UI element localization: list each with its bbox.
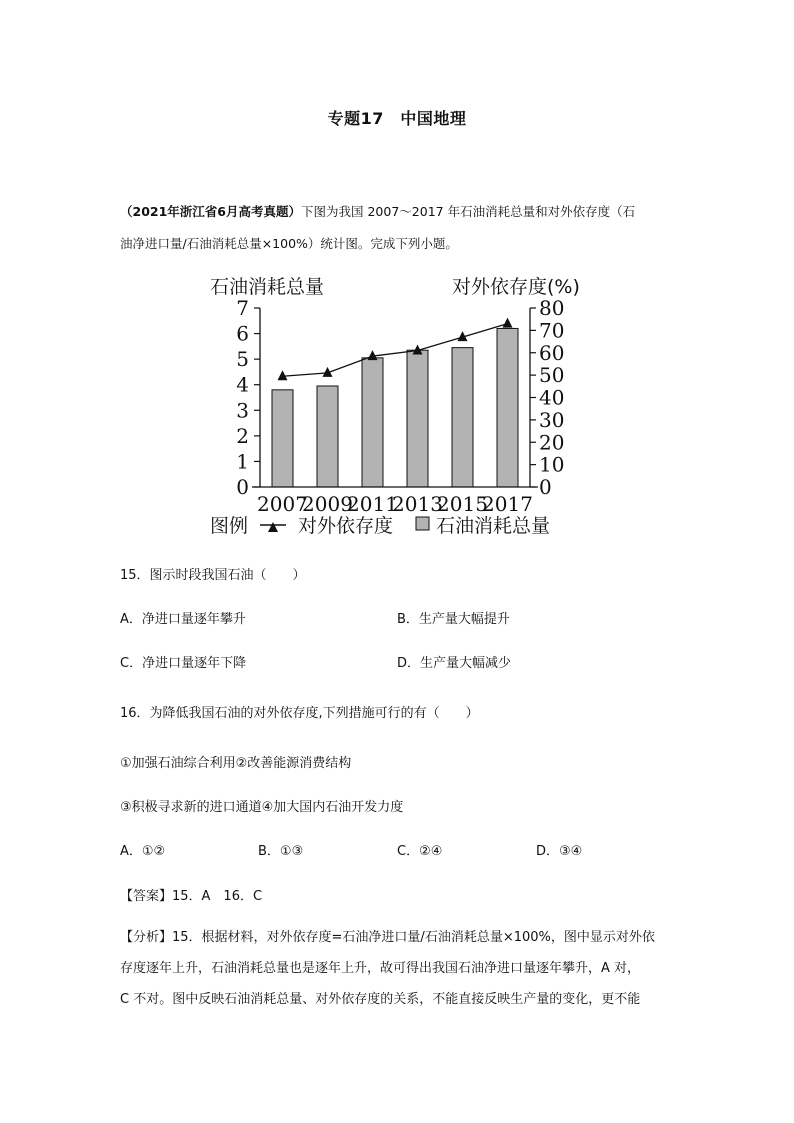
legend-bar-swatch	[416, 517, 429, 530]
bar	[272, 390, 293, 487]
right-tick-label: 10	[539, 452, 565, 477]
x-axis-labels	[257, 492, 533, 516]
q16-stem: 16．为降低我国石油的对外依存度,下列措施可行的有（ ）	[120, 706, 479, 721]
right-tick-label: 20	[539, 430, 565, 455]
legend-triangle-icon	[268, 522, 278, 532]
q16-option-d: D．③④	[536, 844, 583, 859]
x-tick-label: 2013	[392, 492, 443, 516]
dependence-line	[283, 324, 508, 377]
answer-line: 【答案】15．A 16．C	[120, 889, 263, 904]
bar	[317, 386, 338, 487]
analysis-line-3: C 不对。图中反映石油消耗总量、对外依存度的关系，不能直接反映生产量的变化，更不能	[120, 992, 641, 1007]
q15-option-b: B．生产量大幅提升	[397, 612, 510, 627]
x-tick-label: 2007	[257, 492, 308, 516]
right-tick-label: 30	[539, 407, 565, 432]
left-tick-label: 1	[236, 449, 249, 474]
q15-option-c: C．净进口量逐年下降	[120, 656, 247, 671]
q16-item-1: ①加强石油综合利用②改善能源消费结构	[120, 756, 352, 771]
x-tick-label: 2011	[347, 492, 398, 516]
bar-series	[252, 328, 538, 487]
q16-option-c: C．②④	[397, 844, 443, 859]
intro-text-2: 油净进口量/石油消耗总量×100%）统计图。完成下列小题。	[120, 236, 458, 251]
right-axis-title: 对外依存度(%)	[452, 276, 580, 298]
source-tag: （2021年浙江省6月高考真题）	[120, 204, 301, 219]
right-tick-label: 70	[539, 318, 565, 343]
page-title: 专题17 中国地理	[327, 109, 467, 128]
legend-title: 图例	[210, 515, 249, 537]
x-tick-label: 2017	[482, 492, 533, 516]
legend	[210, 515, 550, 537]
line-series	[278, 318, 513, 381]
right-tick-label: 0	[539, 475, 552, 499]
q15-option-d: D．生产量大幅减少	[397, 656, 512, 671]
q16-item-2: ③积极寻求新的进口通道④加大国内石油开发力度	[120, 800, 404, 815]
q16-option-b: B．①③	[258, 844, 304, 859]
left-tick-label: 2	[236, 423, 249, 448]
legend-item-line: 对外依存度	[298, 515, 394, 537]
analysis-line-1: 【分析】15．根据材料，对外依存度=石油净进口量/石油消耗总量×100%，图中显示对外依	[120, 930, 655, 945]
q15-stem: 15．图示时段我国石油（ ）	[120, 568, 306, 583]
left-tick-label: 3	[236, 398, 249, 423]
analysis-line-2: 存度逐年上升，石油消耗总量也是逐年上升，故可得出我国石油净进口量逐年攀升，A 对，	[120, 961, 641, 976]
left-tick-label: 6	[236, 321, 249, 346]
left-axis	[236, 296, 260, 499]
x-tick-label: 2009	[302, 492, 353, 516]
right-tick-label: 40	[539, 385, 565, 410]
bar	[362, 358, 383, 487]
triangle-marker	[503, 318, 513, 328]
intro-text-1: 下图为我国 2007～2017 年石油消耗总量和对外依存度（石	[301, 204, 636, 219]
bar	[452, 348, 473, 487]
left-tick-label: 5	[236, 347, 249, 372]
oil-consumption-chart	[200, 270, 600, 540]
right-axis	[530, 296, 564, 499]
bar	[407, 350, 428, 487]
triangle-marker	[278, 370, 288, 380]
x-tick-label: 2015	[437, 492, 488, 516]
right-tick-label: 80	[539, 296, 565, 320]
left-tick-label: 7	[236, 296, 249, 320]
left-axis-title: 石油消耗总量	[210, 276, 325, 298]
q16-option-a: A．①②	[120, 844, 166, 859]
left-tick-label: 4	[236, 372, 249, 397]
intro-line-1	[120, 196, 680, 228]
legend-item-bar: 石油消耗总量	[436, 515, 551, 537]
left-tick-label: 0	[236, 475, 249, 499]
right-tick-label: 60	[539, 340, 565, 365]
right-tick-label: 50	[539, 363, 565, 388]
bar	[497, 328, 518, 487]
q15-option-a: A．净进口量逐年攀升	[120, 612, 246, 627]
